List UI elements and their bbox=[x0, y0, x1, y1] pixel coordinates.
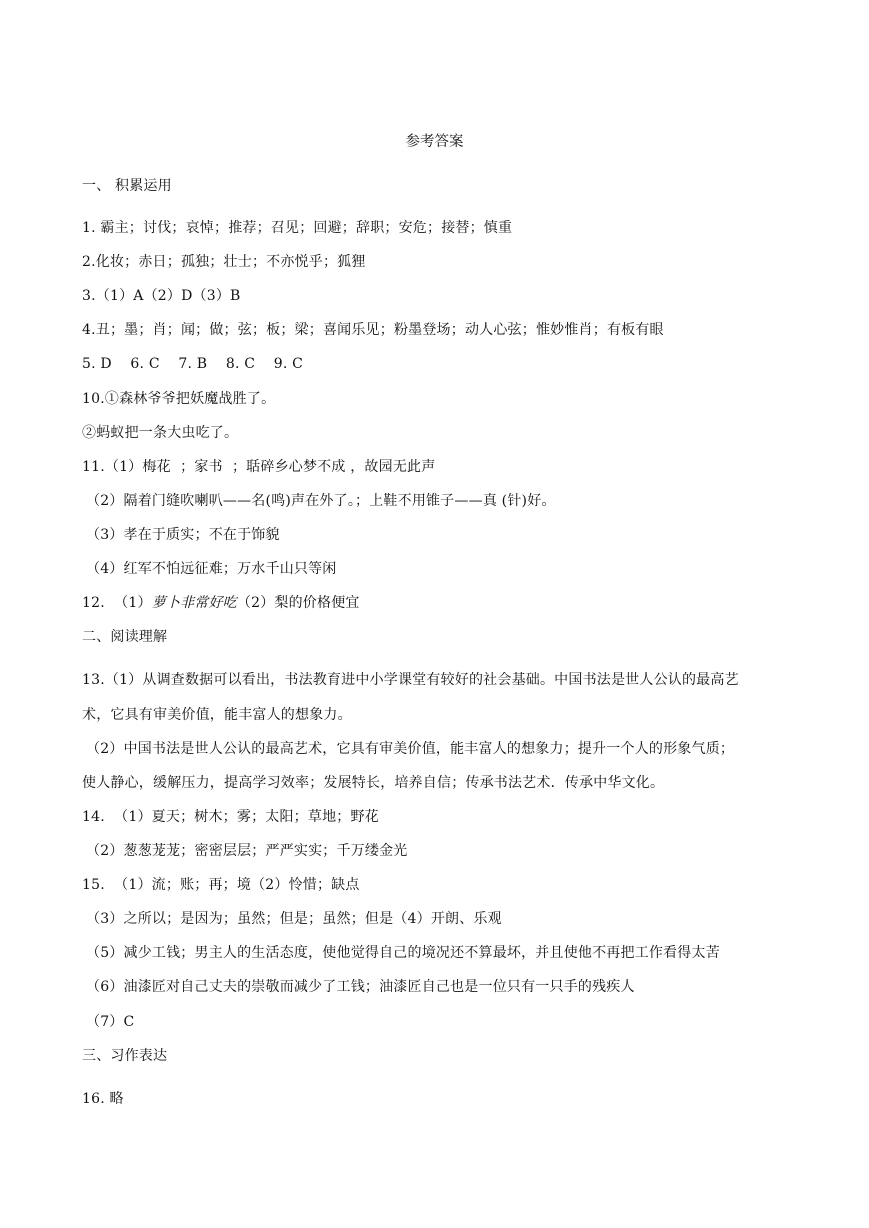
answer-q2: 2.化妆；赤日；孤独；壮士；不亦悦乎；狐狸 bbox=[82, 254, 366, 270]
answer-q13-line4: 使人静心，缓解压力，提高学习效率；发展特长，培养自信；传承书法艺术．传承中华文化。 bbox=[82, 775, 665, 791]
answer-q11-part3: （3）孝在于质实；不在于饰貌 bbox=[86, 527, 280, 543]
answer-q15-part5: （7）C bbox=[86, 1014, 135, 1030]
answer-q5-9: 5. D 6. C 7. B 8. C 9. C bbox=[82, 356, 304, 372]
answer-q15-part1: 15. （1）流；账；再；境（2）怜惜；缺点 bbox=[82, 877, 360, 893]
answer-q4: 4.丑；墨；肖；闻；做；弦；板；梁；喜闻乐见；粉墨登场；动人心弦；惟妙惟肖；有板有眼 bbox=[82, 322, 664, 338]
answer-q11-part2: （2）隔着门缝吹喇叭——名(鸣)声在外了。；上鞋不用锥子——真 (针)好。 bbox=[86, 493, 556, 509]
answer-q12-prefix: 12. （1） bbox=[82, 595, 152, 611]
section-heading-writing: 三、习作表达 bbox=[82, 1048, 168, 1064]
answer-q1: 1. 霸主；讨伐；哀悼；推荐；召见；回避；辞职；安危；接替；慎重 bbox=[82, 220, 513, 236]
answer-q11-part1: 11.（1）梅花 ；家书 ；聒碎乡心梦不成 ，故园无此声 bbox=[82, 459, 436, 475]
answer-q16: 16. 略 bbox=[82, 1091, 124, 1107]
answer-q15-part4: （6）油漆匠对自己丈夫的崇敬而减少了工钱；油漆匠自己也是一位只有一只手的残疾人 bbox=[86, 979, 635, 995]
answer-q15-part3: （5）减少工钱；男主人的生活态度，使他觉得自己的境况还不算最坏，并且使他不再把工作看得太苦 bbox=[86, 945, 720, 961]
answer-q13-line2: 术，它具有审美价值，能丰富人的想象力。 bbox=[82, 707, 352, 723]
answer-q15-part2: （3）之所以；是因为；虽然；但是；虽然；但是（4）开朗、乐观 bbox=[86, 911, 502, 927]
answer-q3: 3.（1）A（2）D（3）B bbox=[82, 288, 241, 304]
answer-q10-line1: 10.①森林爷爷把妖魔战胜了。 bbox=[82, 391, 276, 407]
answer-q10-line2: ②蚂蚁把一条大虫吃了。 bbox=[82, 425, 239, 441]
answer-q12 bbox=[82, 593, 360, 613]
answer-q14-part1: 14. （1）夏天；树木；雾；太阳；草地；野花 bbox=[82, 809, 379, 825]
answer-q12-italic: 萝卜非常好吃 bbox=[151, 595, 237, 611]
answer-q12-suffix: （2）梨的价格便宜 bbox=[236, 595, 360, 611]
answer-title: 参考答案 bbox=[405, 134, 464, 150]
answer-q11-part4: （4）红军不怕远征难；万水千山只等闲 bbox=[86, 561, 337, 577]
answer-q13-line3: （2）中国书法是世人公认的最高艺术，它具有审美价值，能丰富人的想象力；提升一个人的形象气质； bbox=[86, 741, 735, 757]
answer-q13-line1: 13.（1）从调查数据可以看出，书法教育进中小学课堂有较好的社会基础。中国书法是世人公认的最高艺 bbox=[82, 672, 739, 688]
answer-q14-part2: （2）葱葱茏茏；密密层层；严严实实；千万缕金光 bbox=[86, 843, 408, 859]
section-heading-reading: 二、阅读理解 bbox=[82, 629, 168, 645]
section-heading-accumulation: 一、 积累运用 bbox=[82, 178, 172, 194]
